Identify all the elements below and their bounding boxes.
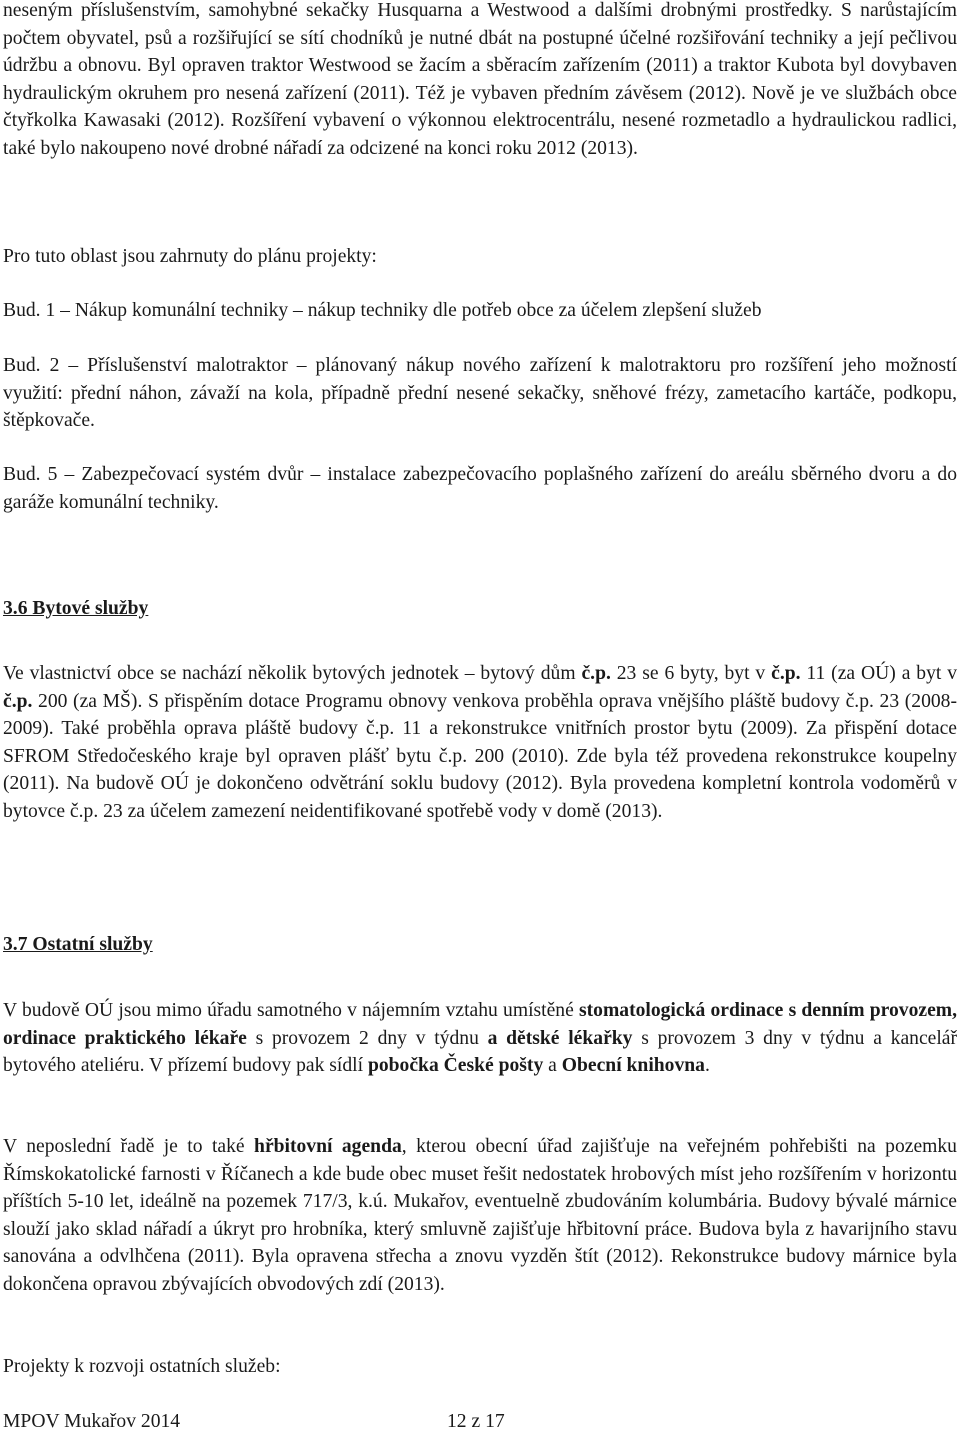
housing-bold-cp-1: č.p. bbox=[581, 663, 611, 684]
housing-text-1: Ve vlastnictví obce se nachází několik bytových jednotek – bytový dům bbox=[3, 663, 582, 684]
footer-document-title: MPOV Mukařov 2014 bbox=[3, 1411, 181, 1432]
paragraph-projects-intro: Pro tuto oblast jsou zahrnuty do plánu projekty: bbox=[3, 246, 377, 267]
paragraph-cemetery bbox=[3, 1133, 957, 1299]
document-page bbox=[3, 0, 957, 1436]
office-text-3: s provozem 3 dny v týdnu a kancelář bytového ateliéru. V přízemí budovy pak sídlí bbox=[3, 1027, 957, 1077]
housing-text-3: 11 (za OÚ) a byt v bbox=[800, 663, 958, 684]
paragraph-project-bud-5: Bud. 5 – Zabezpečovací systém dvůr – instalace zabezpečovacího poplašného zařízení do areálu sběrného dvoru a do garáže komunální techniky. bbox=[3, 464, 957, 513]
paragraph-project-bud-1: Bud. 1 – Nákup komunální techniky – nákup techniky dle potřeb obce za účelem zlepšení služeb bbox=[3, 300, 762, 321]
office-bold-1: stomatologická ordinace s denním provozem, ordinace praktického lékaře bbox=[3, 1000, 958, 1049]
housing-text-4: 200 (za MŠ). S přispěním dotace Programu obnovy venkova proběhla oprava vnějšího pláště budovy č.p. 23 (2008-2009). Také proběhla oprava pláště budovy č.p. 11 a rekonstrukce vnitřních prostor bytu (2009). Za přispění dotace SFROM Středočeského kraje byl opraven plášť bytu č.p. 200 (2010). Zde byla též provedena rekonstrukce koupelny (2011). Na budově OÚ je dokončeno odvětrání soklu budovy (2012). Byla provedena kompletní kontrola vodoměrů v bytovce č.p. 23 za účelem zamezení neidentifikované spotřebě vody v domě (2013). bbox=[3, 690, 957, 822]
paragraph-housing bbox=[3, 660, 957, 826]
housing-text-2: 23 se 6 byty, byt v bbox=[610, 663, 772, 684]
office-text-4: a bbox=[543, 1055, 562, 1077]
paragraph-project-bud-2: Bud. 2 – Příslušenství malotraktor – plánovaný nákup nového zařízení k malotraktoru pro rozšíření jeho možností využití: přední náhon, závaží na kola, případně přední nesené sekačky, sněhové frézy, zametacího kartáče, podkopu, štěpkovače. bbox=[3, 355, 957, 432]
section-heading-other-services: 3.7 Ostatní služby bbox=[3, 934, 153, 955]
office-bold-4: Obecní knihovna bbox=[561, 1055, 705, 1077]
office-text-1: V budově OÚ jsou mimo úřadu samotného v nájemním vztahu umístěné bbox=[3, 1000, 579, 1021]
cemetery-text-1: V neposlední řadě je to také bbox=[3, 1136, 255, 1157]
section-heading-housing: 3.6 Bytové služby bbox=[3, 598, 149, 619]
office-text-5: . bbox=[704, 1055, 710, 1077]
housing-bold-cp-2: č.p. bbox=[771, 663, 801, 684]
office-bold-2: a dětské lékařky bbox=[487, 1027, 633, 1049]
paragraph-other-projects-intro: Projekty k rozvoji ostatních služeb: bbox=[3, 1356, 281, 1377]
paragraph-office-building bbox=[3, 997, 957, 1080]
paragraph-equipment-maintenance: neseným příslušenstvím, samohybné sekačky Husquarna a Westwood a dalšími drobnými prostředky. S narůstajícím počtem obyvatel, psů a rozšiřující se sítí chodníků je nutné dbát na postupné účelné rozšiřování techniky a její pečlivou údržbu a obnovu. Byl opraven traktor Westwood se žacím a sběracím zařízením (2011) a traktor Kubota byl dovybaven hydraulickým okruhem pro nesená zařízení (2011). Též je vybaven předním závěsem (2012). Nově je ve službách obce čtyřkolka Kawasaki (2012). Rozšíření vybavení o výkonnou elektrocentrálu, nesené rozmetadlo a hydraulickou radlici, také bylo nakoupeno nové drobné nářadí za odcizené na konci roku 2012 (2013). bbox=[3, 0, 957, 159]
office-bold-3: pobočka České pošty bbox=[367, 1055, 544, 1077]
office-text-2: s provozem 2 dny v týdnu bbox=[246, 1027, 488, 1049]
cemetery-text-2: , kterou obecní úřad zajišťuje na veřejném pohřebišti na pozemku Římskokatolické farnosti v Říčanech a kde bude obec muset řešit nedostatek hrobových míst jeho rozšířením v horizontu příštích 5-10 let, ideálně na pozemek 717/3, k.ú. Mukařov, eventuelně zbudováním kolumbária. Budovy bývalé márnice slouží jako sklad nářadí a úkryt pro hrobníka, který smluvně zajišťuje hřbitovní práce. Budova byla z havarijního stavu sanována a odvlhčena (2011). Byla opravena střecha a znovu vyzděn štít (2012). Rekonstrukce budovy márnice byla dokončena opravou zbývajících obvodových zdí (2013). bbox=[3, 1136, 957, 1295]
footer-page-number: 12 z 17 bbox=[447, 1411, 505, 1432]
housing-bold-cp-3: č.p. bbox=[3, 690, 33, 712]
cemetery-bold-1: hřbitovní agenda bbox=[254, 1136, 402, 1157]
